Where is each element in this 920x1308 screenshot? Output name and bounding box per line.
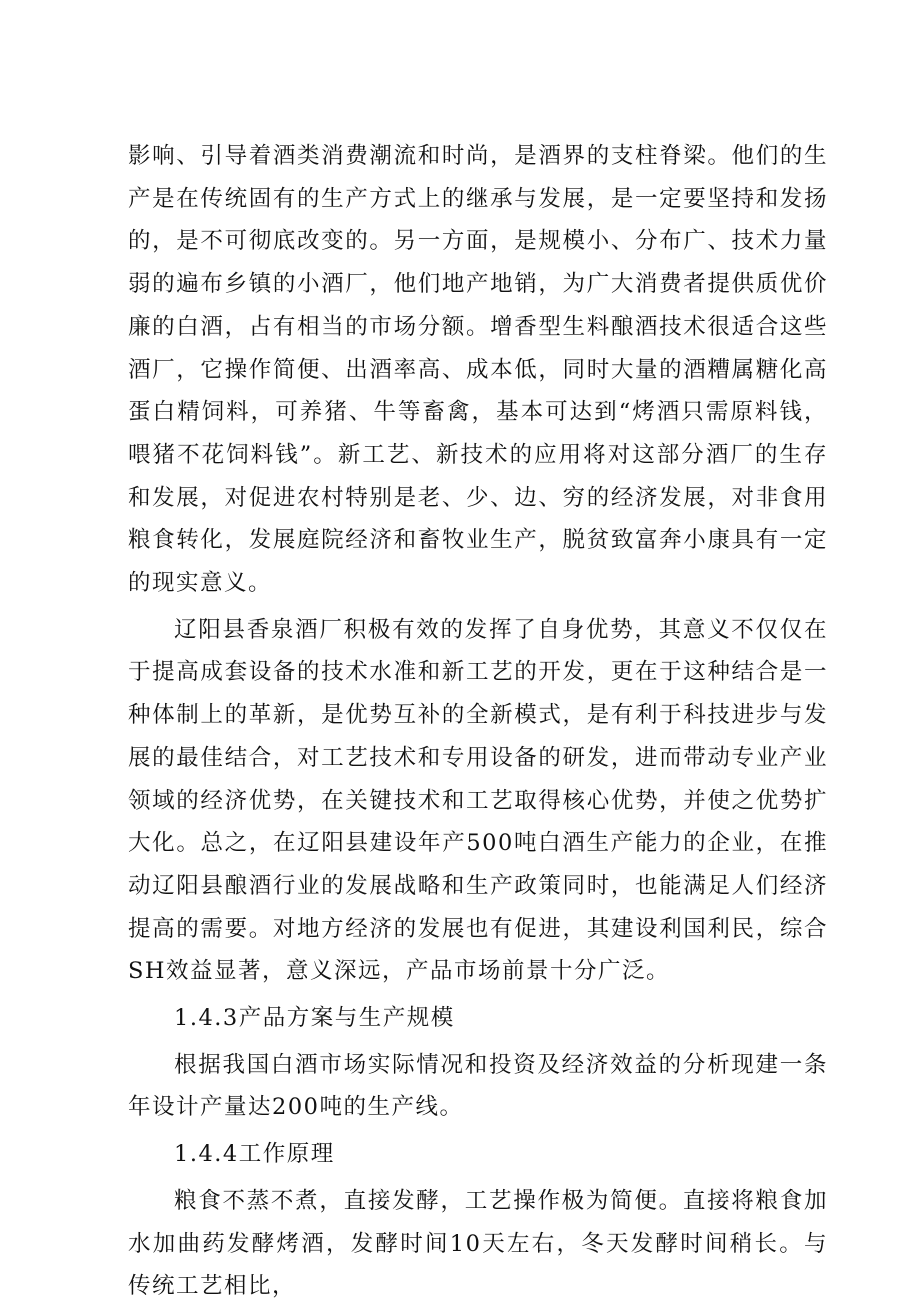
paragraph-project-significance: 辽阳县香泉酒厂积极有效的发挥了自身优势，其意义不仅仅在于提高成套设备的技术水准和新工艺的开发，更在于这种结合是一种体制上的革新，是优势互补的全新模式，是有利于科技进步与发展的最佳结合，对工艺技术和专用设备的研发，进而带动专业产业领域的经济优势，在关键技术和工艺取得核心优势，并使之优势扩大化。总之，在辽阳县建设年产500吨白酒生产能力的企业，在推动辽阳县酿酒行业的发展战略和生产政策同时，也能满足人们经济提高的需要。对地方经济的发展也有促进，其建设利国利民，综合SH效益显著，意义深远，产品市场前景十分广泛。: [128, 616, 828, 985]
paragraph-continuation: 影响、引导着酒类消费潮流和时尚，是酒界的支柱脊梁。他们的生产是在传统固有的生产方式上的继承与发展，是一定要坚持和发扬的，是不可彻底改变的。另一方面，是规模小、分布广、技术力量弱的遍布乡镇的小酒厂，他们地产地销，为广大消费者提供质优价廉的白酒，占有相当的市场分额。增香型生料酿酒技术很适合这些酒厂，它操作简便、出酒率高、成本低，同时大量的酒糟属糖化高蛋白精饲料，可养猪、牛等畜禽，基本可达到“烤酒只需原料钱，喂猪不花饲料钱”。新工艺、新技术的应用将对这部分酒厂的生存和发展，对促进农村特别是老、少、边、穷的经济发展，对非食用粮食转化，发展庭院经济和畜牧业生产，脱贫致富奔小康具有一定的现实意义。: [128, 143, 828, 597]
section-heading-product-plan: 1.4.3产品方案与生产规模: [174, 1005, 455, 1032]
document-body: [128, 135, 828, 1308]
section-heading-working-principle: 1.4.4工作原理: [174, 1141, 335, 1168]
paragraph-working-principle: 粮食不蒸不煮，直接发酵，工艺操作极为简便。直接将粮食加水加曲药发酵烤酒，发酵时间10天左右，冬天发酵时间稍长。与传统工艺相比，: [128, 1187, 828, 1300]
paragraph-production-scale: 根据我国白酒市场实际情况和投资及经济效益的分析现建一条年设计产量达200吨的生产线。: [128, 1051, 828, 1121]
